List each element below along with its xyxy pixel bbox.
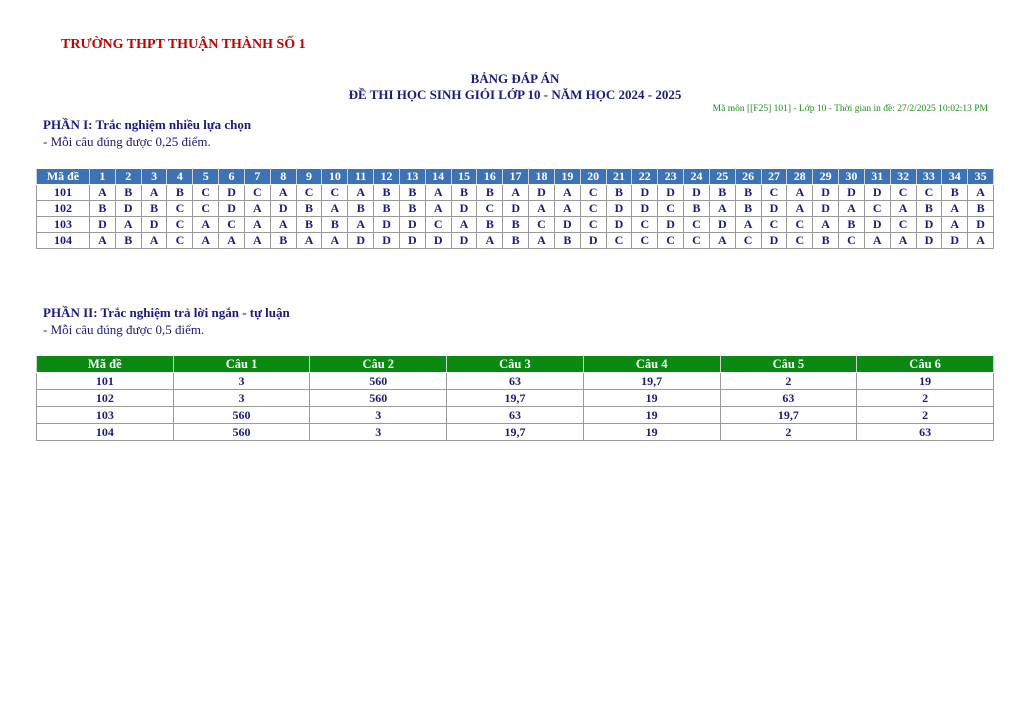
answer-cell: 2: [720, 424, 857, 441]
answer-cell: B: [503, 217, 529, 233]
answer-cell: B: [399, 185, 425, 201]
answer-cell: D: [709, 217, 735, 233]
code-header-cell: Mã đề: [37, 356, 174, 373]
question-header-cell: Câu 1: [173, 356, 310, 373]
part1-title: PHẦN I: Trắc nghiệm nhiều lựa chọn: [43, 117, 252, 132]
question-number-cell: 18: [529, 169, 555, 185]
answer-cell: C: [167, 217, 193, 233]
question-number-cell: 14: [425, 169, 451, 185]
question-number-cell: 31: [864, 169, 890, 185]
part2-note: - Mỗi câu đúng được 0,5 điểm.: [43, 322, 205, 337]
answer-cell: 560: [173, 424, 310, 441]
question-number-cell: 21: [606, 169, 632, 185]
answer-cell: C: [890, 217, 916, 233]
answer-cell: 19,7: [720, 407, 857, 424]
answer-cell: A: [839, 201, 865, 217]
answer-cell: C: [167, 233, 193, 249]
answer-cell: D: [606, 217, 632, 233]
answer-cell: A: [425, 185, 451, 201]
answer-cell: B: [374, 185, 400, 201]
answer-cell: D: [219, 201, 245, 217]
answer-cell: A: [270, 217, 296, 233]
answer-cell: D: [916, 217, 942, 233]
answer-cell: D: [503, 201, 529, 217]
answer-cell: A: [115, 217, 141, 233]
question-number-cell: 9: [296, 169, 322, 185]
answer-cell: D: [658, 217, 684, 233]
answer-cell: B: [813, 233, 839, 249]
answer-cell: D: [942, 233, 968, 249]
question-number-cell: 27: [761, 169, 787, 185]
answer-cell: B: [709, 185, 735, 201]
answer-cell: C: [425, 217, 451, 233]
answer-cell: 19,7: [583, 373, 720, 390]
question-number-cell: 19: [554, 169, 580, 185]
answer-cell: B: [115, 185, 141, 201]
answer-cell: A: [244, 233, 270, 249]
answer-cell: C: [529, 217, 555, 233]
question-number-cell: 35: [968, 169, 994, 185]
answer-cell: C: [219, 217, 245, 233]
answer-cell: A: [296, 233, 322, 249]
answer-cell: A: [244, 217, 270, 233]
question-number-cell: 1: [90, 169, 116, 185]
exam-code-cell: 102: [37, 201, 90, 217]
question-header-cell: Câu 4: [583, 356, 720, 373]
answer-cell: A: [270, 185, 296, 201]
answer-cell: A: [529, 233, 555, 249]
answer-cell: C: [193, 185, 219, 201]
question-number-cell: 11: [348, 169, 374, 185]
answer-cell: D: [90, 217, 116, 233]
answer-cell: C: [244, 185, 270, 201]
table-row: [37, 390, 994, 407]
answer-cell: A: [141, 185, 167, 201]
table-row: [37, 185, 994, 201]
answer-cell: D: [554, 217, 580, 233]
answer-cell: C: [296, 185, 322, 201]
exam-code-cell: 104: [37, 424, 174, 441]
part1-header-row: [37, 169, 994, 185]
exam-code-cell: 101: [37, 185, 90, 201]
answer-cell: 560: [310, 390, 447, 407]
question-header-cell: Câu 3: [447, 356, 584, 373]
answer-cell: B: [477, 185, 503, 201]
question-number-cell: 2: [115, 169, 141, 185]
answer-cell: 19: [857, 373, 994, 390]
answer-cell: A: [890, 201, 916, 217]
answer-cell: A: [219, 233, 245, 249]
answer-cell: A: [787, 185, 813, 201]
answer-cell: C: [580, 217, 606, 233]
answer-cell: B: [399, 201, 425, 217]
document-subtitle: ĐỀ THI HỌC SINH GIỎI LỚP 10 - NĂM HỌC 2024 - 2025: [348, 87, 682, 102]
table-row: [37, 217, 994, 233]
answer-cell: A: [348, 217, 374, 233]
answer-cell: D: [580, 233, 606, 249]
answer-cell: D: [839, 185, 865, 201]
answer-cell: D: [141, 217, 167, 233]
exam-code-cell: 104: [37, 233, 90, 249]
answer-cell: C: [580, 201, 606, 217]
answer-cell: A: [244, 201, 270, 217]
answer-cell: B: [503, 233, 529, 249]
answer-cell: C: [761, 217, 787, 233]
answer-cell: C: [477, 201, 503, 217]
answer-cell: D: [813, 201, 839, 217]
answer-cell: A: [322, 233, 348, 249]
answer-cell: 63: [447, 373, 584, 390]
answer-cell: A: [968, 233, 994, 249]
answer-cell: B: [839, 217, 865, 233]
answer-cell: D: [968, 217, 994, 233]
answer-cell: B: [322, 217, 348, 233]
answer-cell: C: [684, 217, 710, 233]
answer-cell: C: [658, 201, 684, 217]
question-number-cell: 30: [839, 169, 865, 185]
answer-cell: D: [451, 233, 477, 249]
answer-cell: D: [374, 233, 400, 249]
answer-cell: B: [684, 201, 710, 217]
answer-cell: D: [632, 201, 658, 217]
answer-cell: D: [813, 185, 839, 201]
answer-cell: D: [115, 201, 141, 217]
question-header-cell: Câu 6: [857, 356, 994, 373]
document-title: BẢNG ĐÁP ÁN: [470, 71, 560, 86]
answer-cell: C: [916, 185, 942, 201]
answer-cell: B: [735, 201, 761, 217]
answer-cell: D: [916, 233, 942, 249]
answer-cell: B: [296, 201, 322, 217]
answer-cell: D: [399, 233, 425, 249]
answer-cell: C: [580, 185, 606, 201]
question-number-cell: 6: [219, 169, 245, 185]
answer-cell: A: [554, 185, 580, 201]
part2-title: PHẦN II: Trắc nghiệm trả lời ngắn - tự luận: [43, 305, 290, 320]
answer-cell: A: [942, 217, 968, 233]
code-header-cell: Mã đề: [37, 169, 90, 185]
answer-cell: A: [890, 233, 916, 249]
part2-header-row: [37, 356, 994, 373]
answer-cell: D: [219, 185, 245, 201]
answer-cell: A: [709, 201, 735, 217]
answer-cell: A: [709, 233, 735, 249]
answer-cell: A: [141, 233, 167, 249]
exam-code-cell: 102: [37, 390, 174, 407]
question-number-cell: 26: [735, 169, 761, 185]
answer-cell: 3: [310, 424, 447, 441]
answer-cell: 2: [720, 373, 857, 390]
answer-cell: C: [167, 201, 193, 217]
answer-cell: D: [864, 185, 890, 201]
answer-cell: 63: [447, 407, 584, 424]
question-number-cell: 24: [684, 169, 710, 185]
answer-cell: B: [554, 233, 580, 249]
exam-code-cell: 101: [37, 373, 174, 390]
answer-cell: B: [374, 201, 400, 217]
answer-cell: 63: [857, 424, 994, 441]
answer-cell: A: [425, 201, 451, 217]
answer-cell: 560: [173, 407, 310, 424]
answer-cell: A: [735, 217, 761, 233]
answer-cell: B: [735, 185, 761, 201]
answer-cell: B: [167, 185, 193, 201]
table-row: [37, 373, 994, 390]
answer-cell: 2: [857, 407, 994, 424]
question-number-cell: 7: [244, 169, 270, 185]
answer-cell: C: [606, 233, 632, 249]
question-number-cell: 20: [580, 169, 606, 185]
answer-cell: B: [141, 201, 167, 217]
answer-cell: C: [322, 185, 348, 201]
question-header-cell: Câu 5: [720, 356, 857, 373]
answer-cell: D: [399, 217, 425, 233]
answer-cell: D: [606, 201, 632, 217]
answer-cell: D: [864, 217, 890, 233]
question-number-cell: 10: [322, 169, 348, 185]
question-number-cell: 34: [942, 169, 968, 185]
table-row: [37, 201, 994, 217]
question-number-cell: 8: [270, 169, 296, 185]
answer-cell: 19: [583, 407, 720, 424]
answer-cell: C: [787, 217, 813, 233]
answer-cell: 19: [583, 390, 720, 407]
answer-cell: D: [761, 233, 787, 249]
exam-code-cell: 103: [37, 217, 90, 233]
print-metadata: Mã môn [[F25] 101] - Lớp 10 - Thời gian in đề: 27/2/2025 10:02:13 PM: [712, 104, 988, 114]
answer-cell: A: [503, 185, 529, 201]
question-number-cell: 32: [890, 169, 916, 185]
answer-cell: A: [477, 233, 503, 249]
answer-cell: D: [425, 233, 451, 249]
part1-answer-table: [36, 168, 994, 249]
question-header-cell: Câu 2: [310, 356, 447, 373]
answer-cell: C: [632, 233, 658, 249]
question-number-cell: 33: [916, 169, 942, 185]
answer-cell: B: [451, 185, 477, 201]
answer-cell: D: [658, 185, 684, 201]
answer-cell: D: [529, 185, 555, 201]
answer-cell: B: [296, 217, 322, 233]
answer-cell: C: [632, 217, 658, 233]
answer-cell: C: [787, 233, 813, 249]
question-number-cell: 25: [709, 169, 735, 185]
school-name: TRƯỜNG THPT THUẬN THÀNH SỐ 1: [61, 37, 306, 52]
answer-cell: D: [761, 201, 787, 217]
answer-cell: B: [115, 233, 141, 249]
answer-cell: C: [761, 185, 787, 201]
question-number-cell: 29: [813, 169, 839, 185]
answer-cell: B: [916, 201, 942, 217]
answer-cell: A: [451, 217, 477, 233]
question-number-cell: 17: [503, 169, 529, 185]
answer-cell: B: [477, 217, 503, 233]
answer-cell: B: [606, 185, 632, 201]
answer-cell: C: [735, 233, 761, 249]
part2-answer-table: [36, 355, 994, 441]
table-row: [37, 407, 994, 424]
answer-cell: C: [839, 233, 865, 249]
answer-cell: B: [968, 201, 994, 217]
question-number-cell: 3: [141, 169, 167, 185]
question-number-cell: 5: [193, 169, 219, 185]
answer-cell: D: [270, 201, 296, 217]
question-number-cell: 16: [477, 169, 503, 185]
answer-cell: 2: [857, 390, 994, 407]
answer-cell: D: [684, 185, 710, 201]
question-number-cell: 13: [399, 169, 425, 185]
answer-cell: B: [270, 233, 296, 249]
table-row: [37, 233, 994, 249]
answer-cell: A: [322, 201, 348, 217]
answer-cell: A: [554, 201, 580, 217]
question-number-cell: 22: [632, 169, 658, 185]
answer-cell: A: [90, 185, 116, 201]
answer-cell: A: [348, 185, 374, 201]
answer-cell: A: [529, 201, 555, 217]
answer-cell: A: [942, 201, 968, 217]
answer-cell: D: [451, 201, 477, 217]
answer-cell: B: [942, 185, 968, 201]
answer-cell: D: [348, 233, 374, 249]
answer-cell: C: [193, 201, 219, 217]
answer-cell: 19,7: [447, 424, 584, 441]
answer-cell: A: [193, 217, 219, 233]
answer-cell: A: [968, 185, 994, 201]
answer-cell: C: [864, 201, 890, 217]
answer-cell: A: [813, 217, 839, 233]
answer-cell: A: [193, 233, 219, 249]
answer-cell: 3: [310, 407, 447, 424]
answer-cell: 560: [310, 373, 447, 390]
answer-cell: 3: [173, 390, 310, 407]
answer-cell: D: [374, 217, 400, 233]
exam-code-cell: 103: [37, 407, 174, 424]
answer-cell: C: [684, 233, 710, 249]
answer-cell: A: [864, 233, 890, 249]
answer-cell: B: [348, 201, 374, 217]
answer-cell: 3: [173, 373, 310, 390]
question-number-cell: 15: [451, 169, 477, 185]
answer-cell: A: [787, 201, 813, 217]
table-row: [37, 424, 994, 441]
answer-cell: A: [90, 233, 116, 249]
answer-cell: D: [632, 185, 658, 201]
part1-note: - Mỗi câu đúng được 0,25 điểm.: [43, 134, 211, 149]
answer-cell: 63: [720, 390, 857, 407]
question-number-cell: 28: [787, 169, 813, 185]
answer-cell: 19,7: [447, 390, 584, 407]
question-number-cell: 23: [658, 169, 684, 185]
question-number-cell: 12: [374, 169, 400, 185]
answer-cell: 19: [583, 424, 720, 441]
answer-cell: B: [90, 201, 116, 217]
answer-cell: C: [658, 233, 684, 249]
question-number-cell: 4: [167, 169, 193, 185]
answer-cell: C: [890, 185, 916, 201]
